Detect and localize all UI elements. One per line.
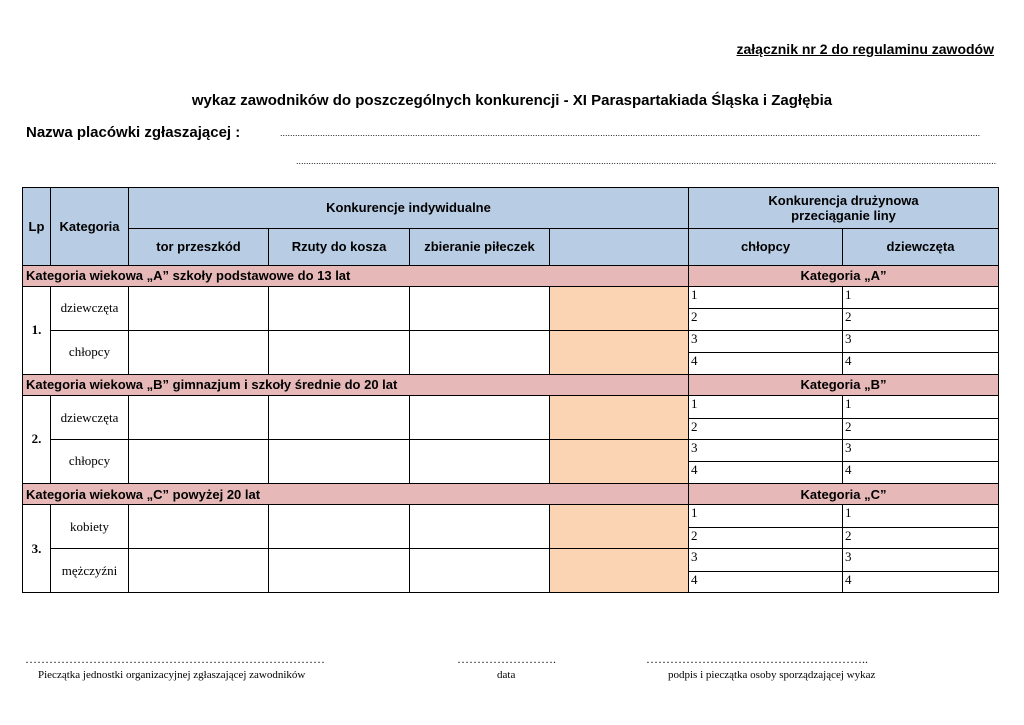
header-team-line1: Konkurencja drużynowa [768,192,919,208]
header-team [689,188,999,229]
group-label: kobiety [51,505,129,549]
header-team-line2: przeciąganie liny [791,207,896,223]
facility-dots-line-2[interactable]: ........................................................................................................................................................................................................................................................................................ [296,156,997,166]
entry-cell[interactable] [410,286,550,330]
entry-cell[interactable] [269,439,410,483]
group-label: dziewczęta [51,396,129,440]
entry-cell[interactable] [410,505,550,549]
signature-dots-sign[interactable]: ……………………………………………….. [646,652,868,666]
team-slot[interactable]: 4 [689,571,843,592]
category-row-right: Kategoria „C” [689,483,999,504]
header-col-empty [550,228,689,265]
entry-cell[interactable] [269,549,410,593]
group-label: dziewczęta [51,286,129,330]
team-slot[interactable]: 1 [843,396,999,418]
entry-cell[interactable] [410,330,550,374]
peach-cell[interactable] [550,439,689,483]
team-slot[interactable]: 2 [843,527,999,548]
team-slot[interactable]: 3 [689,439,843,461]
peach-cell[interactable] [550,286,689,330]
entry-cell[interactable] [269,505,410,549]
attachment-note: załącznik nr 2 do regulaminu zawodów [736,41,994,57]
team-slot[interactable]: 2 [689,418,843,439]
group-label: chłopcy [51,330,129,374]
header-lp: Lp [23,188,51,266]
category-row-left: Kategoria wiekowa „C” powyżej 20 lat [23,483,689,504]
entry-cell[interactable] [410,549,550,593]
header-col-rzuty: Rzuty do kosza [269,228,410,265]
lp-number: 1. [23,286,51,374]
header-col-boys: chłopcy [689,228,843,265]
signature-dots-stamp[interactable]: ………………………………………………………………… [25,652,325,666]
entry-cell[interactable] [129,286,269,330]
entry-cell[interactable] [129,505,269,549]
category-row-right: Kategoria „B” [689,374,999,395]
peach-cell[interactable] [550,330,689,374]
signature-label-sign: podpis i pieczątka osoby sporządzającej wykaz [668,669,876,681]
competitors-table [22,187,999,593]
signature-label-stamp: Pieczątka jednostki organizacyjnej zgłaszającej zawodników [38,669,306,681]
header-col-tor: tor przeszkód [129,228,269,265]
category-row-left: Kategoria wiekowa „B” gimnazjum i szkoły średnie do 20 lat [23,374,689,395]
header-kategoria: Kategoria [51,188,129,266]
team-slot[interactable]: 4 [843,571,999,592]
peach-cell[interactable] [550,549,689,593]
team-slot[interactable]: 4 [843,353,999,374]
category-row-left: Kategoria wiekowa „A” szkoły podstawowe do 13 lat [23,265,689,286]
entry-cell[interactable] [269,286,410,330]
document-title: wykaz zawodników do poszczególnych konkurencji - XI Paraspartakiada Śląska i Zagłębia [191,92,833,109]
team-slot[interactable]: 1 [689,396,843,418]
team-slot[interactable]: 4 [689,462,843,483]
lp-number: 2. [23,396,51,484]
team-slot[interactable]: 1 [843,286,999,308]
team-slot[interactable]: 4 [843,462,999,483]
facility-dots-line-1[interactable]: ........................................................................................................................................................................................................................................................................................ [280,128,981,138]
team-slot[interactable]: 3 [843,330,999,352]
team-slot[interactable]: 2 [843,309,999,330]
entry-cell[interactable] [129,330,269,374]
entry-cell[interactable] [129,439,269,483]
header-individual: Konkurencje indywidualne [129,188,689,229]
category-row-right: Kategoria „A” [689,265,999,286]
team-slot[interactable]: 1 [689,505,843,527]
signature-label-date: data [497,669,516,681]
team-slot[interactable]: 1 [843,505,999,527]
team-slot[interactable]: 1 [689,286,843,308]
entry-cell[interactable] [129,396,269,440]
group-label: chłopcy [51,439,129,483]
peach-cell[interactable] [550,505,689,549]
group-label: mężczyźni [51,549,129,593]
team-slot[interactable]: 4 [689,353,843,374]
entry-cell[interactable] [269,330,410,374]
entry-cell[interactable] [129,549,269,593]
team-slot[interactable]: 2 [843,418,999,439]
entry-cell[interactable] [410,396,550,440]
team-slot[interactable]: 3 [843,439,999,461]
peach-cell[interactable] [550,396,689,440]
entry-cell[interactable] [269,396,410,440]
team-slot[interactable]: 3 [689,549,843,571]
entry-cell[interactable] [410,439,550,483]
signature-dots-date[interactable]: ……………………. [457,652,556,666]
team-slot[interactable]: 3 [689,330,843,352]
facility-label: Nazwa placówki zgłaszającej : [26,124,241,141]
team-slot[interactable]: 3 [843,549,999,571]
team-slot[interactable]: 2 [689,527,843,548]
header-col-zbieranie: zbieranie piłeczek [410,228,550,265]
header-col-girls: dziewczęta [843,228,999,265]
team-slot[interactable]: 2 [689,309,843,330]
lp-number: 3. [23,505,51,593]
